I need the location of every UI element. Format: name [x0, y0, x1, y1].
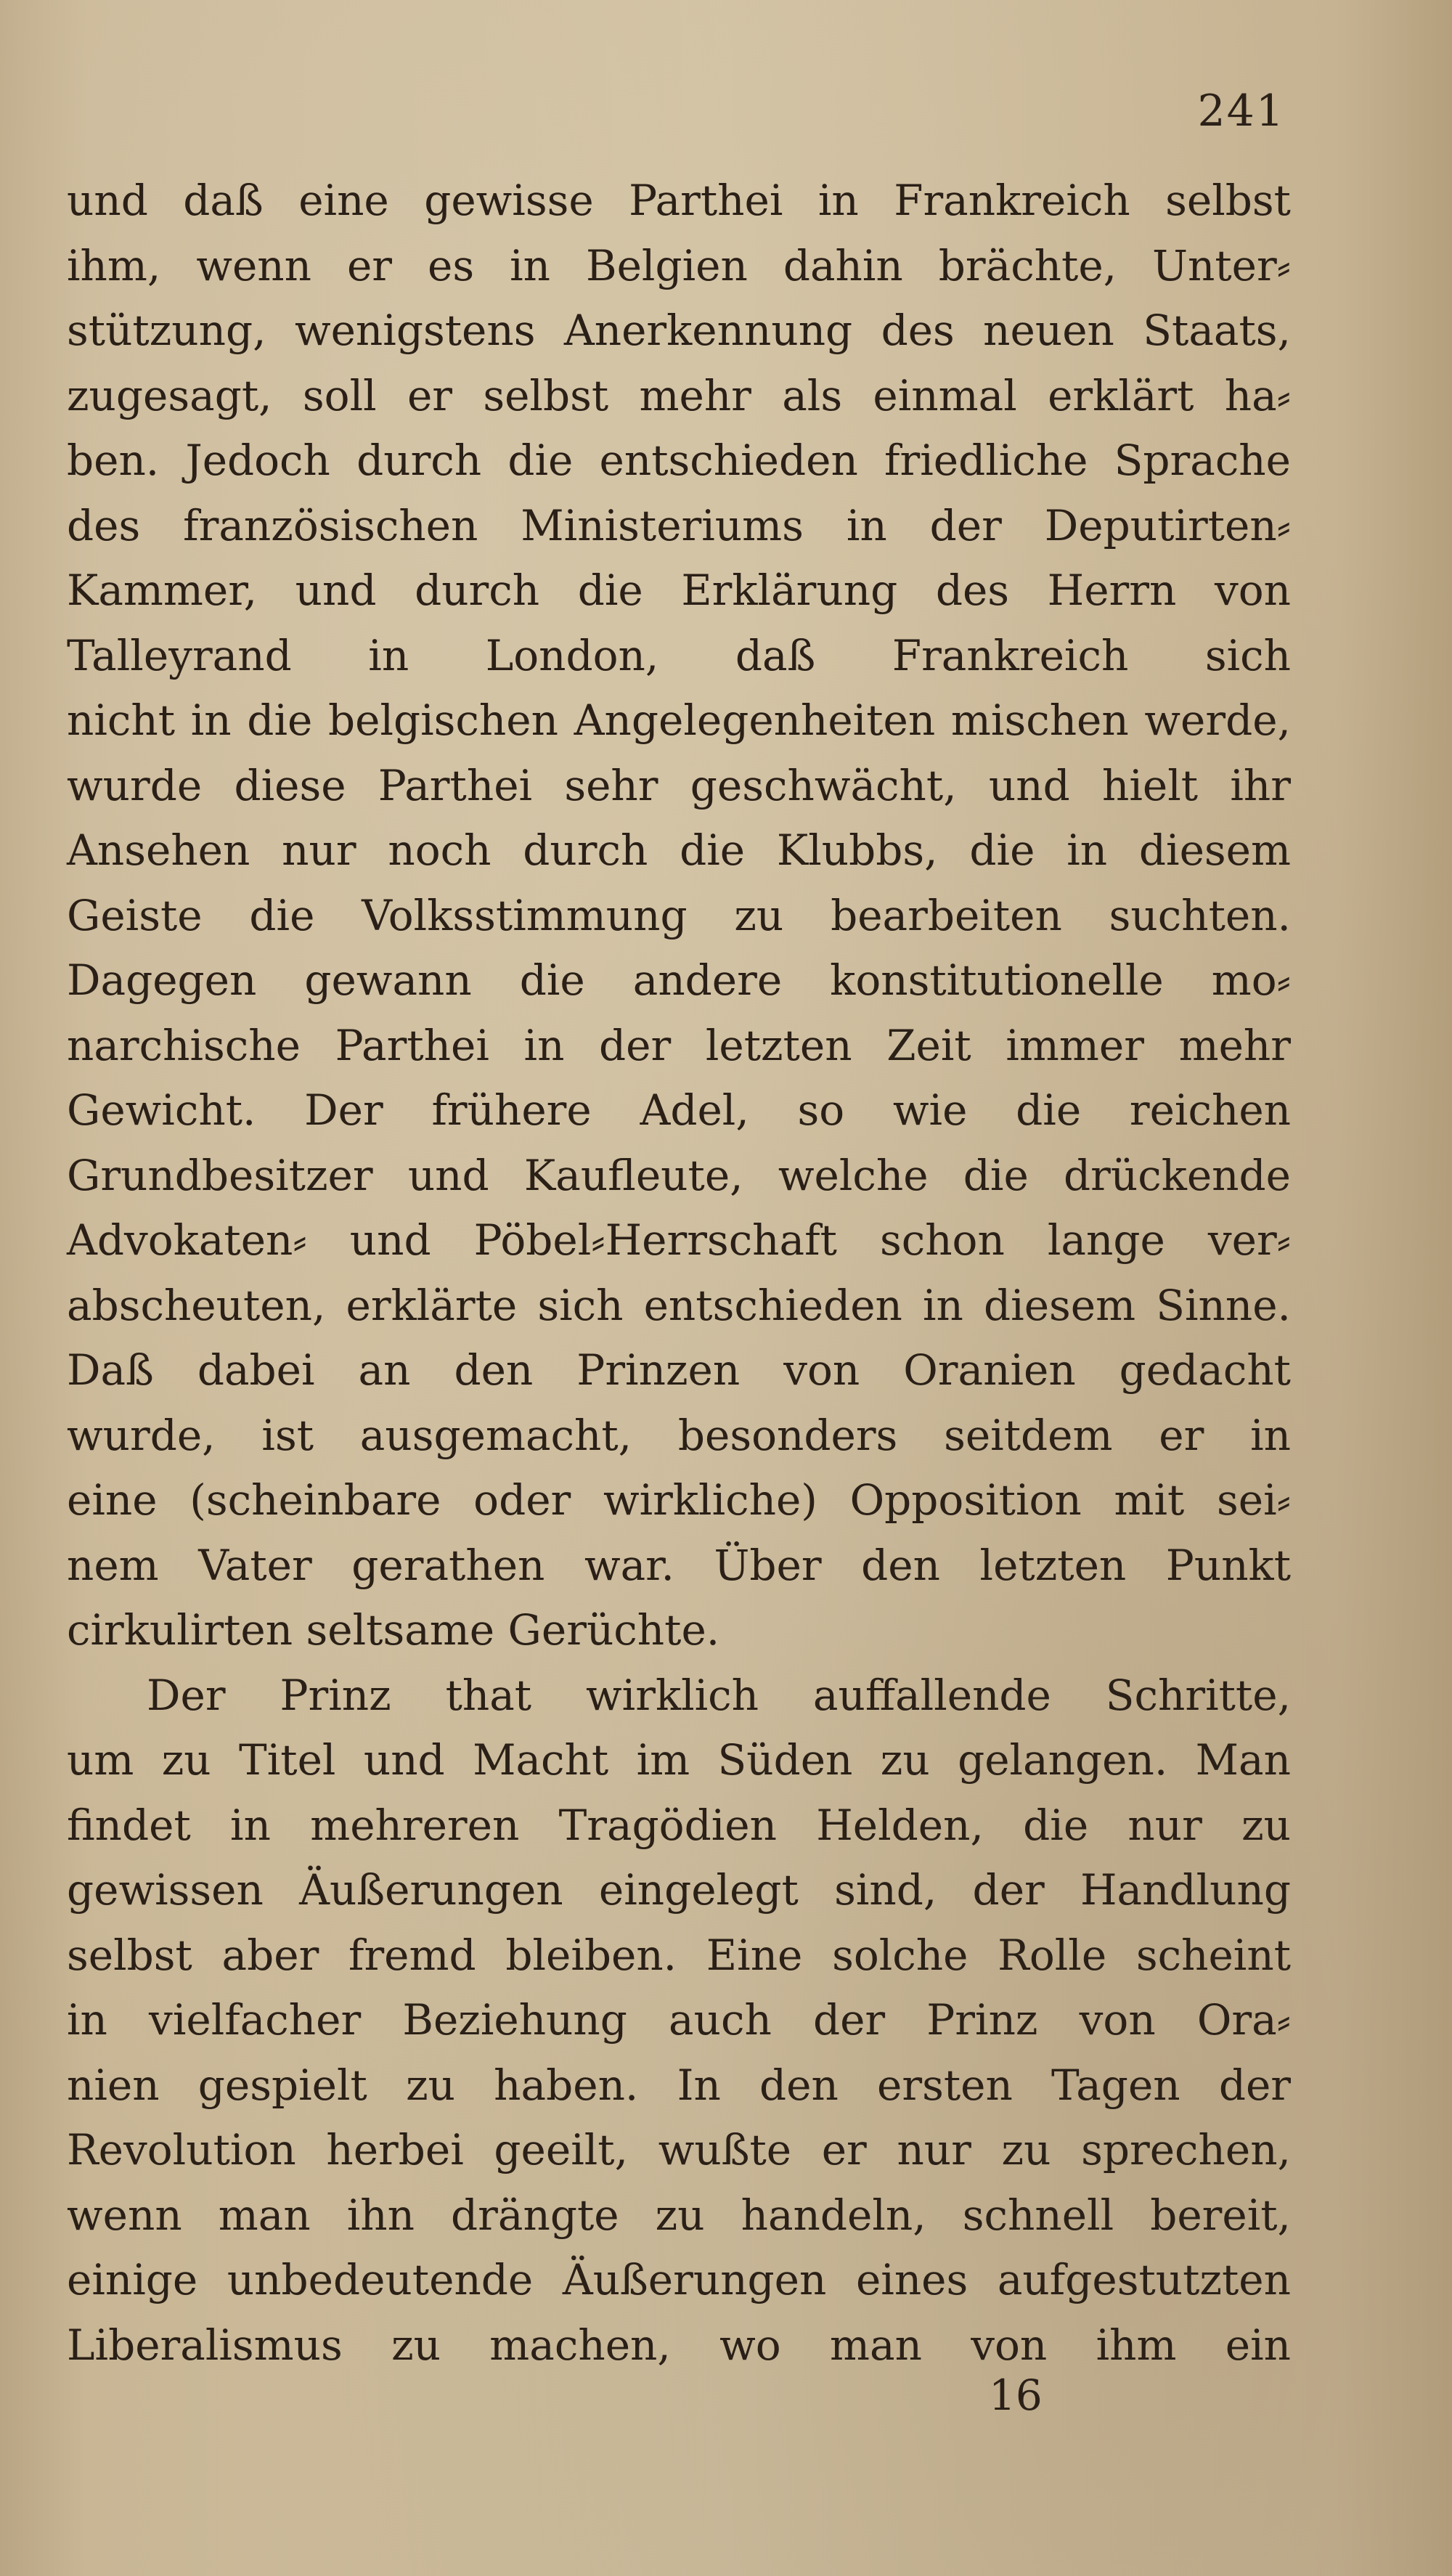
text-line: nien gespielt zu haben. In den ersten Tagen der: [67, 2060, 1291, 2110]
text-line: stützung, wenigstens Anerkennung des neuen Staats,: [67, 306, 1291, 355]
text-line: Talleyrand in London, daß Frankreich sich: [67, 630, 1291, 680]
body-text: [67, 168, 1291, 2378]
text-line: und daß eine gewisse Parthei in Frankreich selbst: [67, 176, 1291, 225]
text-line: des französischen Ministeriums in der Deputirten⸗: [67, 500, 1291, 550]
text-line: wenn man ihn drängte zu handeln, schnell bereit,: [67, 2190, 1291, 2240]
text-line: Dagegen gewann die andere konstitutionelle mo⸗: [67, 955, 1291, 1005]
text-line: einige unbedeutende Äußerungen eines aufgestutzten: [67, 2255, 1291, 2304]
page-number: 241: [1197, 86, 1285, 136]
text-line: um zu Titel und Macht im Süden zu gelangen. Man: [67, 1735, 1291, 1785]
text-line: Daß dabei an den Prinzen von Oranien gedacht: [67, 1345, 1291, 1395]
text-line: Der Prinz that wirklich auffallende Schritte,: [147, 1670, 1291, 1720]
text-line: narchische Parthei in der letzten Zeit immer mehr: [67, 1020, 1291, 1070]
text-line: Geiste die Volksstimmung zu bearbeiten suchten.: [67, 890, 1291, 940]
text-line: selbst aber fremd bleiben. Eine solche Rolle scheint: [67, 1930, 1291, 1980]
text-line: cirkulirten seltsame Gerüchte.: [67, 1605, 720, 1655]
text-line: nem Vater gerathen war. Über den letzten Punkt: [67, 1540, 1291, 1590]
text-line: wurde diese Parthei sehr geschwächt, und hielt ihr: [67, 760, 1291, 810]
text-line: wurde, ist ausgemacht, besonders seitdem er in: [67, 1410, 1291, 1460]
text-line: eine (scheinbare oder wirkliche) Opposition mit sei⸗: [67, 1475, 1291, 1525]
text-line: ben. Jedoch durch die entschieden friedliche Sprache: [67, 436, 1291, 485]
text-line: findet in mehreren Tragödien Helden, die nur zu: [67, 1800, 1291, 1850]
text-line: Kammer, und durch die Erklärung des Herrn von: [67, 566, 1291, 615]
signature-mark: 16: [989, 2371, 1043, 2420]
text-line: gewissen Äußerungen eingelegt sind, der Handlung: [67, 1865, 1291, 1915]
text-line: in vielfacher Beziehung auch der Prinz von Ora⸗: [67, 1995, 1291, 2045]
text-line: Ansehen nur noch durch die Klubbs, die in diesem: [67, 826, 1291, 875]
text-line: nicht in die belgischen Angelegenheiten mischen werde,: [67, 696, 1291, 745]
text-line: Advokaten⸗ und Pöbel⸗Herrschaft schon lange ver⸗: [67, 1215, 1291, 1265]
text-line: Grundbesitzer und Kaufleute, welche die drückende: [67, 1150, 1291, 1200]
text-line: Gewicht. Der frühere Adel, so wie die reichen: [67, 1085, 1291, 1135]
text-line: ihm, wenn er es in Belgien dahin brächte, Unter⸗: [67, 240, 1291, 290]
text-line: zugesagt, soll er selbst mehr als einmal erklärt ha⸗: [67, 370, 1291, 420]
text-line: Liberalismus zu machen, wo man von ihm ein: [67, 2320, 1291, 2370]
text-line: Revolution herbei geeilt, wußte er nur zu sprechen,: [67, 2125, 1291, 2174]
text-line: abscheuten, erklärte sich entschieden in diesem Sinne.: [67, 1280, 1291, 1330]
